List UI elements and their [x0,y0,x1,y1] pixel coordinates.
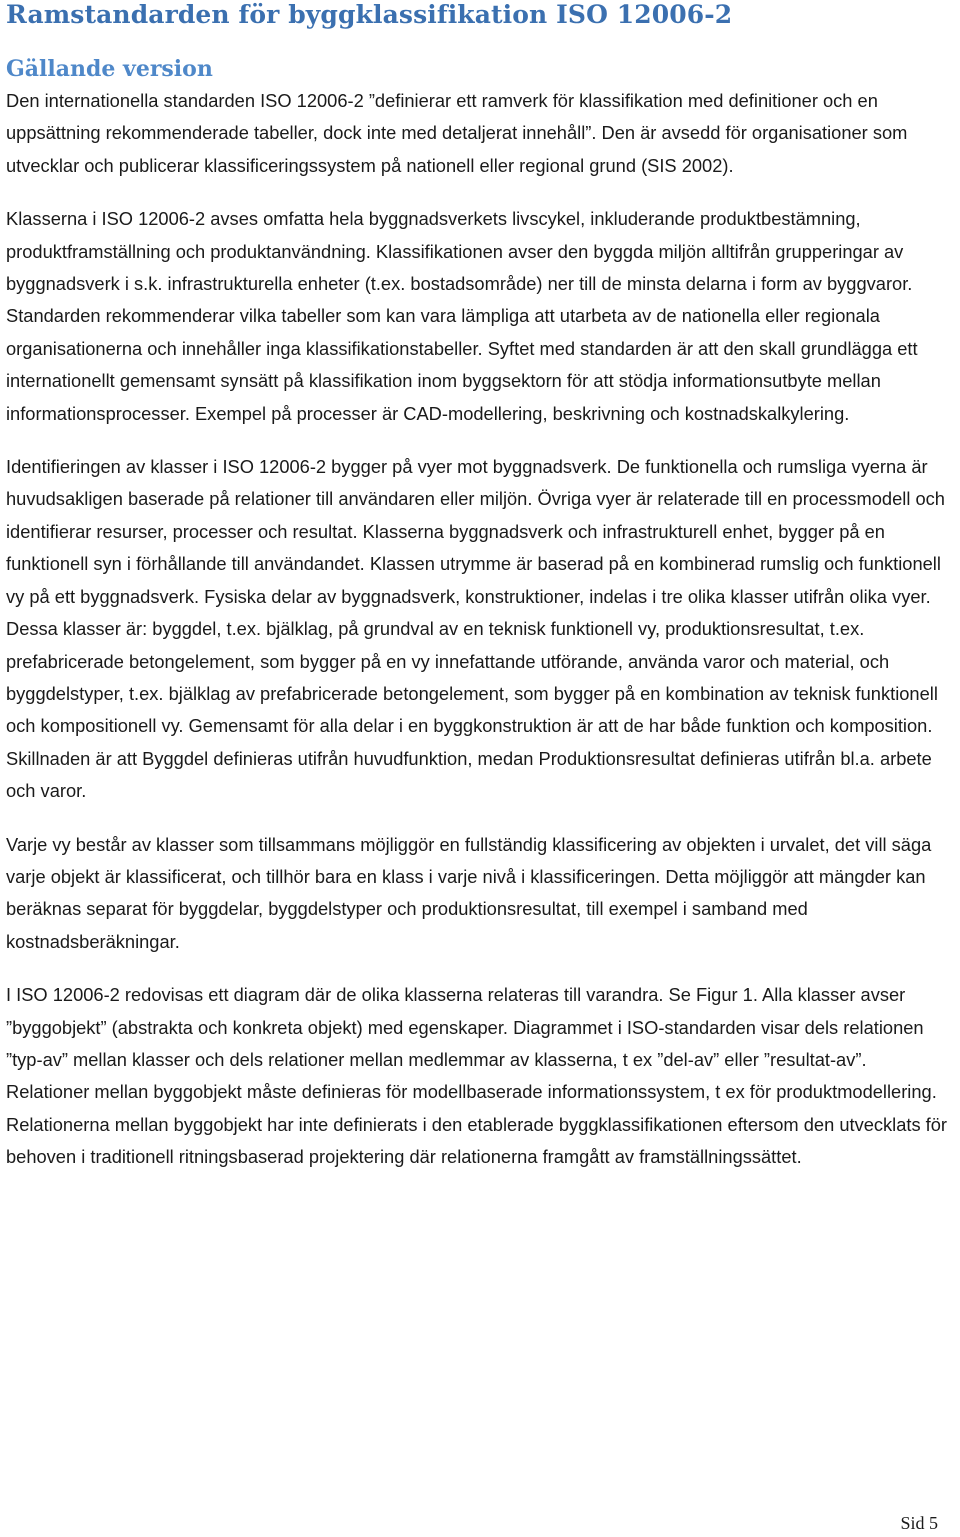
document-page [6,0,954,1195]
section-heading: Gällande version [6,56,213,82]
paragraph-views: Identifieringen av klasser i ISO 12006-2 bygger på vyer mot byggnadsverk. De funktionella och rumsliga vyerna är huvudsakligen baserade på relationer till användaren eller miljön. Övriga vyer är relaterade till en processmodell och identifierar resurser, processer och resultat. Klasserna byggnadsverk och infrastrukturell enhet, bygger på en funktionell syn i förhållande till användandet. Klassen utrymme är baserad på en kombinerad rumslig och funktionell vy på ett byggnadsverk. Fysiska delar av byggnadsverk, konstruktioner, indelas i tre olika klasser utifrån olika vyer. Dessa klasser är: byggdel, t.ex. bjälklag, på grundval av en teknisk funktionell vy, produktionsresultat, t.ex. prefabricerade betongelement, som bygger på en vy innefattande utförande, använda varor och material, och byggdelstyper, t.ex. bjälklag av prefabricerade betongelement, som bygger på en kombination av teknisk funktionell och kompositionell vy. Gemensamt för alla delar i en byggkonstruktion är att de har både funktion och komposition. Skillnaden är att Byggdel definieras utifrån huvudfunktion, medan Produktionsresultat definieras utifrån bl.a. arbete och varor. [6,456,945,802]
paragraph-classification: Varje vy består av klasser som tillsammans möjliggör en fullständig klassificering av objekten i urvalet, det vill säga varje objekt är klassificerat, och tillhör bara en klass i varje nivå i klassificeringen. Detta möjliggör att mängder kan beräknas separat för byggdelar, byggdelstyper och produktionsresultat, till exempel i samband med kostnadsberäkningar. [6,833,932,952]
paragraph-classes-scope: Klasserna i ISO 12006-2 avses omfatta hela byggnadsverkets livscykel, inkluderande produktbestämning, produktframställning och produktanvändning. Klassifikationen avser den byggda miljön alltifrån grupperingar av byggnadsverk i s.k. infrastrukturella enheter (t.ex. bostadsområde) ner till de minsta delarna i form av byggvaror. Standarden rekommenderar vilka tabeller som kan vara lämpliga att utarbeta av de nationella eller regionala organisationerna och innehåller inga klassifikationstabeller. Syftet med standarden är att den skall grundlägga ett internationellt gemensamt synsätt på klassifikation inom byggsektorn för att stödja informationsutbyte mellan informationsprocesser. Exempel på processer är CAD-modellering, beskrivning och kostnadskalkylering. [6,208,918,424]
paragraph-relations: I ISO 12006-2 redovisas ett diagram där de olika klasserna relateras till varandra. Se Figur 1. Alla klasser avser ”byggobjekt” (abstrakta och konkreta objekt) med egenskaper. Diagrammet i ISO-standarden visar dels relationen ”typ-av” mellan klasser och dels relationer mellan medlemmar av klasserna, t ex ”del-av” eller ”resultat-av”. Relationer mellan byggobjekt måste definieras för modellbaserade informationssystem, t ex för produktmodellering. Relationerna mellan byggobjekt har inte definierats i den etablerade byggklassifikationen eftersom den utvecklats för behoven i traditionell ritningsbaserad projektering där relationerna framgått av framställningssättet. [6,984,948,1168]
paragraph-intro: Den internationella standarden ISO 12006-2 ”definierar ett ramverk för klassifikation med definitioner och en uppsättning rekommenderade tabeller, dock inte med detaljerat innehåll”. Den är avsedd för organisationer som utvecklar och publicerar klassificeringssystem på nationell eller regional grund (SIS 2002). [6,90,908,176]
page-number: Sid 5 [900,1513,938,1533]
document-title: Ramstandarden för byggklassifikation ISO 12006-2 [6,0,733,29]
